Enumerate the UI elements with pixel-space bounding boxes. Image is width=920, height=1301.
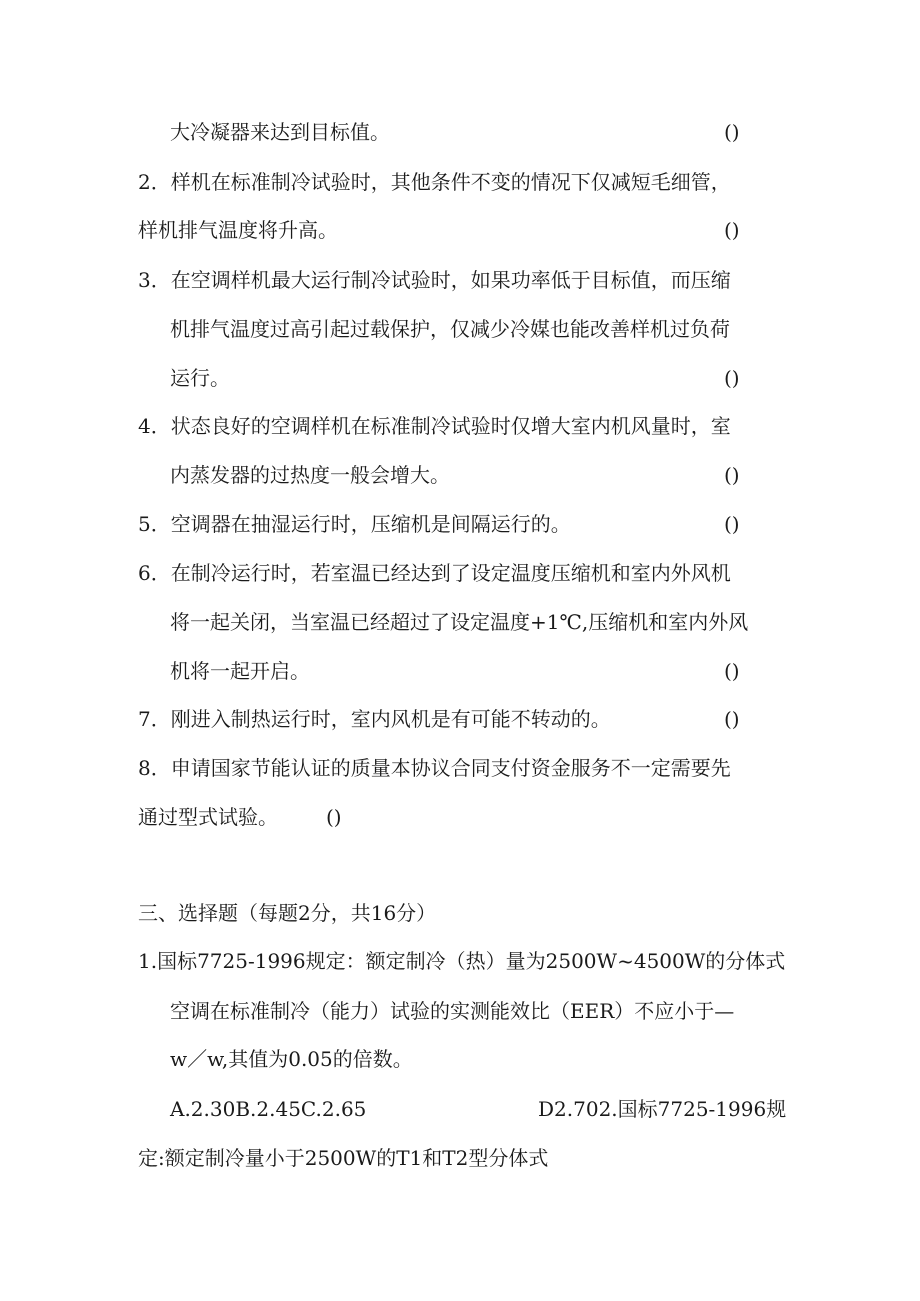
mc-question-1-line-1: 1.国标7725-1996规定：额定制冷（热）量为2500W~4500W的分体式 (138, 949, 786, 973)
answer-paren-3: () (724, 366, 740, 390)
question-6-line-3: 机将一起开启。 (170, 659, 310, 683)
question-3-line-3: 运行。 (170, 366, 230, 390)
question-7: 7．刚进入制热运行时，室内风机是有可能不转动的。 (138, 707, 611, 731)
question-5: 5．空调器在抽湿运行时，压缩机是间隔运行的。 (138, 512, 571, 536)
question-2-line-1: 2．样机在标准制冷试验时，其他条件不变的情况下仅减短毛细管， (138, 170, 731, 194)
q1-continuation: 大冷凝器来达到目标值。 (170, 120, 390, 144)
answer-paren-8: () (326, 805, 342, 829)
question-2-line-2: 样机排气温度将升高。 (138, 218, 338, 242)
mc-question-2-continuation: 定:额定制冷量小于2500W的T1和T2型分体式 (138, 1146, 549, 1170)
question-8-line-1: 8．申请国家节能认证的质量本协议合同支付资金服务不一定需要先 (138, 756, 731, 780)
answer-paren-6: () (724, 659, 740, 683)
mc-question-1-line-2: 空调在标准制冷（能力）试验的实测能效比（EER）不应小于— (170, 999, 735, 1023)
mc-question-1-line-3: w／w,其值为0.05的倍数。 (170, 1047, 413, 1071)
section-heading: 三、选择题（每题2分，共16分） (138, 901, 437, 925)
mc-question-1-option-d-and-q2-start: D2.702.国标7725-1996规 (538, 1097, 787, 1121)
answer-paren-2: () (724, 218, 740, 242)
question-3-line-1: 3．在空调样机最大运行制冷试验时，如果功率低于目标值，而压缩 (138, 268, 731, 292)
question-3-line-2: 机排气温度过高引起过载保护，仅减少冷媒也能改善样机过负荷 (170, 317, 730, 341)
question-8-line-2: 通过型式试验。 (138, 805, 278, 829)
answer-paren-4: () (724, 463, 740, 487)
question-6-line-1: 6．在制冷运行时，若室温已经达到了设定温度压缩机和室内外风机 (138, 561, 731, 585)
question-6-line-2: 将一起关闭，当室温已经超过了设定温度+1℃,压缩机和室内外风 (170, 610, 749, 634)
answer-paren-1: () (724, 120, 740, 144)
mc-question-1-options: A.2.30B.2.45C.2.65 (170, 1097, 367, 1121)
answer-paren-5: () (724, 512, 740, 536)
question-4-line-1: 4．状态良好的空调样机在标准制冷试验时仅增大室内机风量时，室 (138, 414, 731, 438)
answer-paren-7: () (724, 707, 740, 731)
question-4-line-2: 内蒸发器的过热度一般会增大。 (170, 463, 450, 487)
